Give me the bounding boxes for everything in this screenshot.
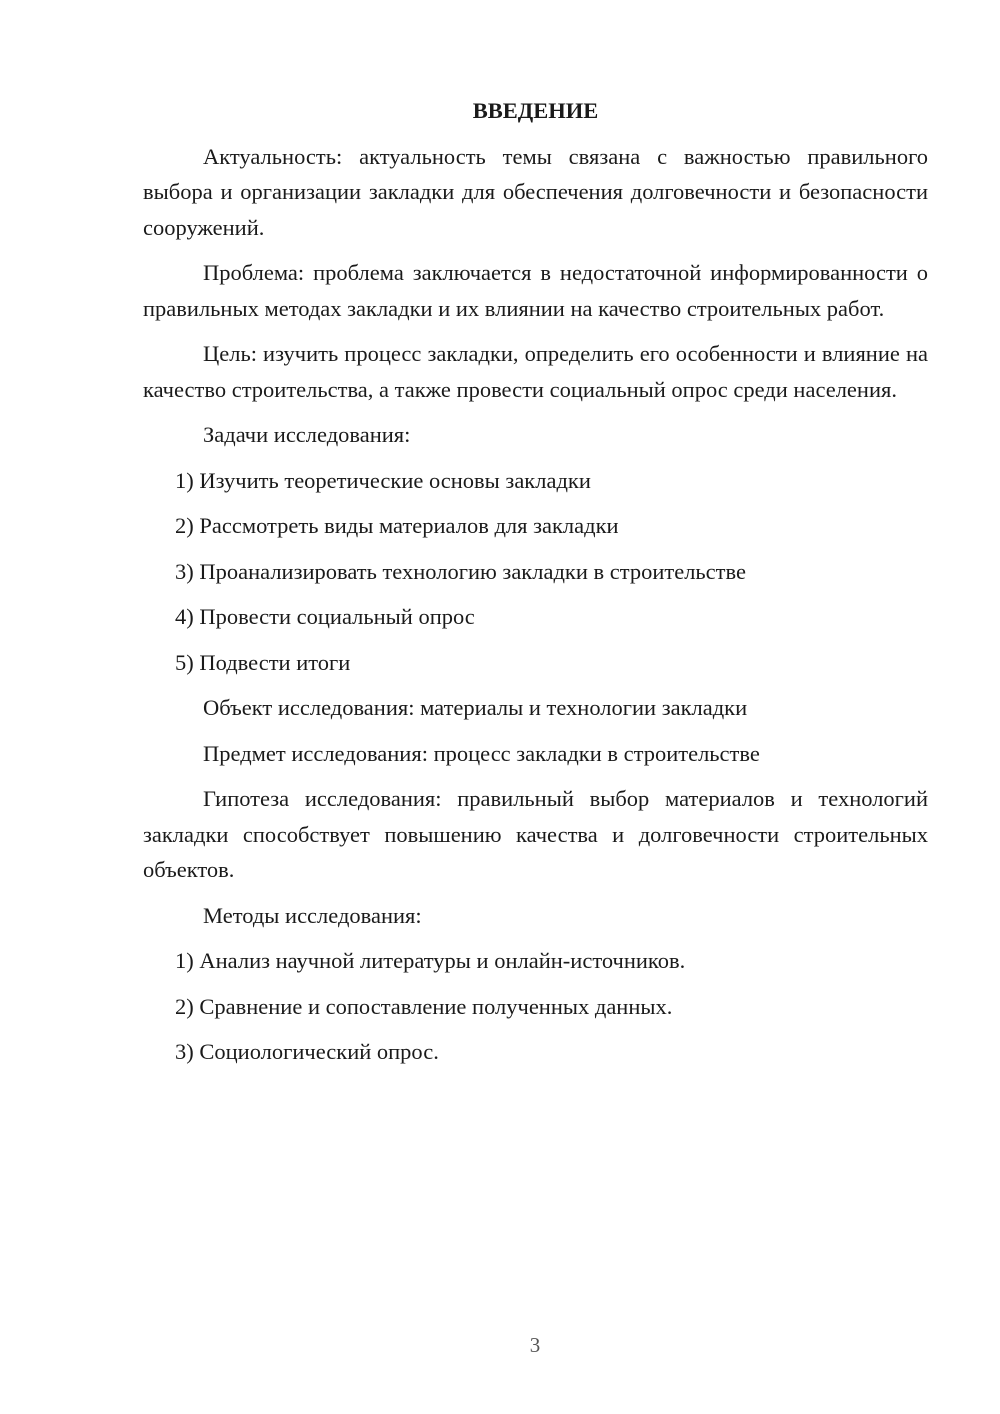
method-item: 3) Социологический опрос. [175,1039,439,1064]
page-title: ВВЕДЕНИЕ [472,98,599,123]
page-number: 3 [529,1333,541,1357]
task-item: 5) Подвести итоги [175,649,351,675]
document-body [143,93,928,1080]
problem-paragraph: Проблема: проблема заключается в недостаточной информированности о правильных методах закладки и их влиянии на качество строительных работ. [143,260,928,321]
method-item: 2) Сравнение и сопоставление полученных данных. [175,993,673,1019]
task-item: 1) Изучить теоретические основы закладки [175,467,591,493]
method-item: 1) Анализ научной литературы и онлайн-источников. [175,948,686,973]
object-paragraph: Объект исследования: материалы и технологии закладки [203,695,748,720]
methods-heading: Методы исследования: [203,902,422,928]
relevance-paragraph: Актуальность: актуальность темы связана с важностью правильного выбора и организации закладки для обеспечения долговечности и безопасности сооружений. [143,143,928,240]
hypothesis-paragraph: Гипотеза исследования: правильный выбор материалов и технологий закладки способствует повышению качества и долговечности строительных объектов. [143,786,928,882]
goal-paragraph: Цель: изучить процесс закладки, определить его особенности и влияние на качество строительства, а также провести социальный опрос среди населения. [143,341,928,402]
tasks-heading: Задачи исследования: [203,422,411,447]
task-item: 3) Проанализировать технологию закладки в строительстве [175,558,746,584]
subject-paragraph: Предмет исследования: процесс закладки в строительстве [203,740,760,766]
task-item: 4) Провести социальный опрос [175,604,475,629]
task-item: 2) Рассмотреть виды материалов для закладки [175,513,619,538]
